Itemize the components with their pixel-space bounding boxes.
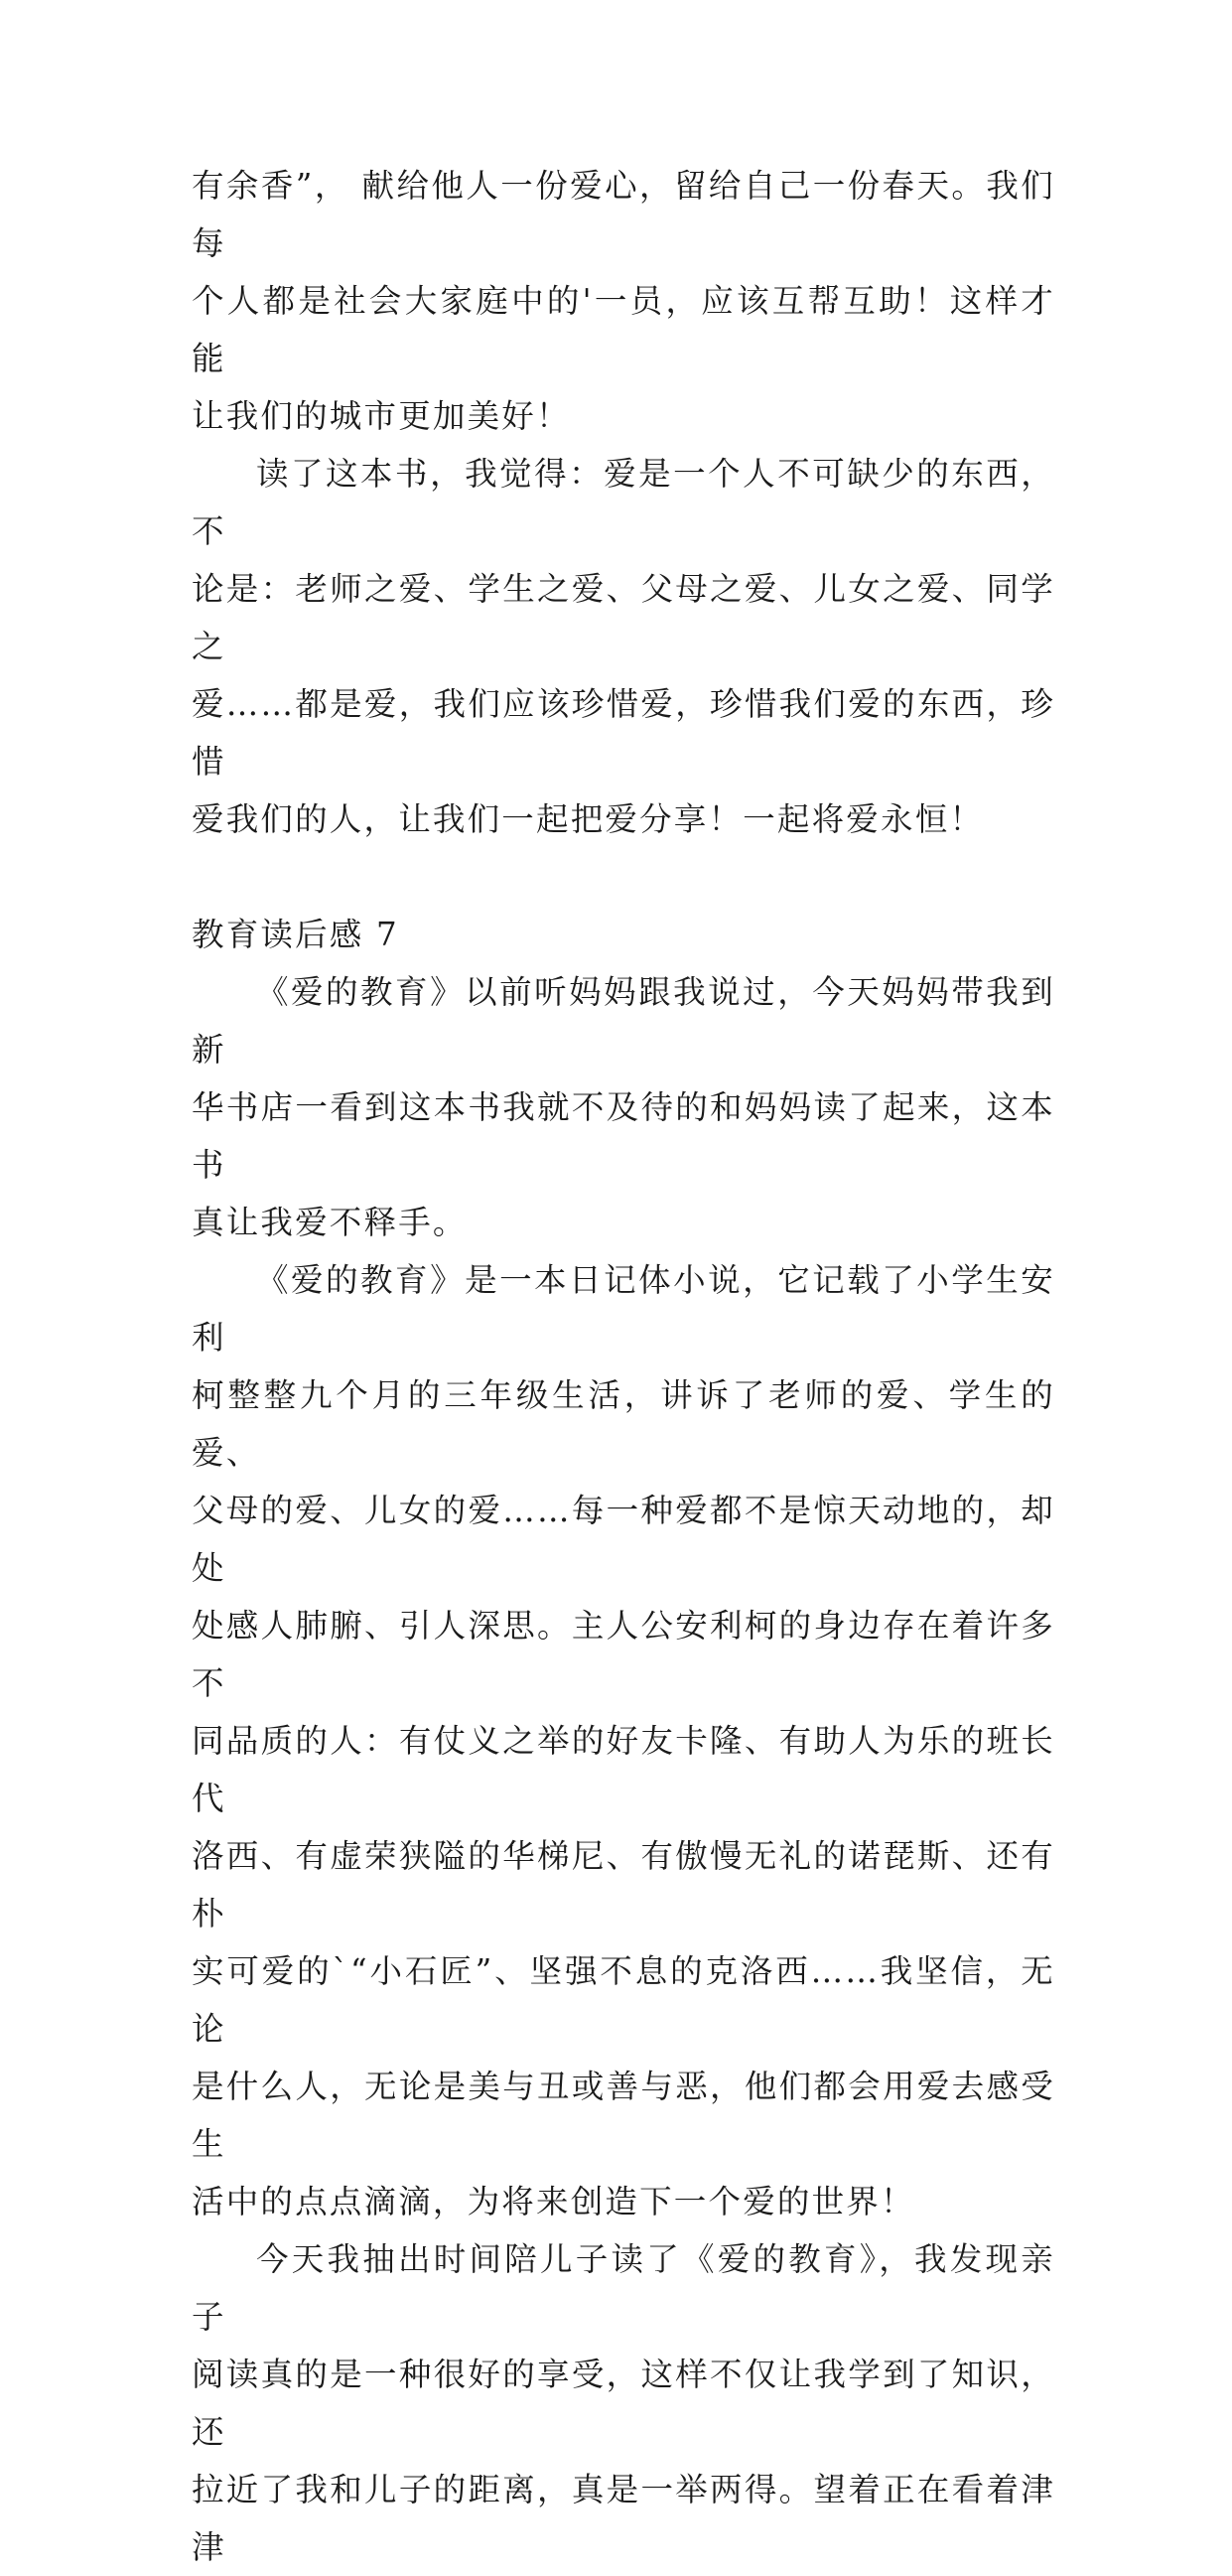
text-line: 有余香”， 献给他人一份爱心，留给自己一份春天。我们每	[192, 167, 1055, 262]
paragraph-5	[192, 2230, 1055, 2576]
text-line: 处感人肺腑、引人深思。主人公安利柯的身边存在着许多不	[192, 1607, 1055, 1702]
text-line: 拉近了我和儿子的距离，真是一举两得。望着正在看着津津	[192, 2471, 1055, 2566]
text-line: 父母的爱、儿女的爱……每一种爱都不是惊天动地的，却处	[192, 1492, 1055, 1587]
text-line: 活中的点点滴滴，为将来创造下一个爱的世界！	[192, 2183, 915, 2220]
text-line: 爱我们的人，让我们一起把爱分享！一起将爱永恒！	[192, 800, 985, 838]
paragraph-3	[192, 963, 1055, 1251]
text-line: 《爱的教育》是一本日记体小说，它记载了小学生安利	[192, 1261, 1055, 1357]
text-line: 实可爱的`“小石匠”、坚强不息的克洛西……我坚信，无论	[192, 1952, 1055, 2048]
text-line: 是什么人，无论是美与丑或善与恶，他们都会用爱去感受生	[192, 2068, 1055, 2163]
text-line: 让我们的城市更加美好！	[192, 397, 571, 435]
paragraph-1	[192, 157, 1055, 445]
text-line: 今天我抽出时间陪儿子读了《爱的教育》，我发现亲子	[192, 2240, 1055, 2336]
text-line: 读了这本书，我觉得：爱是一个人不可缺少的东西，不	[192, 455, 1055, 550]
document-body	[192, 157, 1055, 2576]
text-line: 《爱的教育》以前听妈妈跟我说过，今天妈妈带我到新	[192, 973, 1055, 1069]
text-line: 爱……都是爱，我们应该珍惜爱，珍惜我们爱的东西，珍惜	[192, 685, 1055, 781]
text-line: 洛西、有虚荣狭隘的华梯尼、有傲慢无礼的诺琵斯、还有朴	[192, 1837, 1055, 1932]
text-line: 论是：老师之爱、学生之爱、父母之爱、儿女之爱、同学之	[192, 570, 1055, 665]
text-line: 华书店一看到这本书我就不及待的和妈妈读了起来，这本书	[192, 1088, 1055, 1184]
text-line: 真让我爱不释手。	[192, 1204, 468, 1241]
paragraph-2	[192, 445, 1055, 848]
text-line: 柯整整九个月的三年级生活，讲诉了老师的爱、学生的爱、	[192, 1376, 1055, 1472]
paragraph-4	[192, 1251, 1055, 2230]
text-line: 阅读真的是一种很好的享受，这样不仅让我学到了知识，还	[192, 2356, 1055, 2451]
text-line: 同品质的人：有仗义之举的好友卡隆、有助人为乐的班长代	[192, 1722, 1055, 1817]
section-heading: 教育读后感 7	[192, 916, 399, 953]
text-line: 个人都是社会大家庭中的'一员，应该互帮互助！这样才能	[192, 282, 1055, 377]
